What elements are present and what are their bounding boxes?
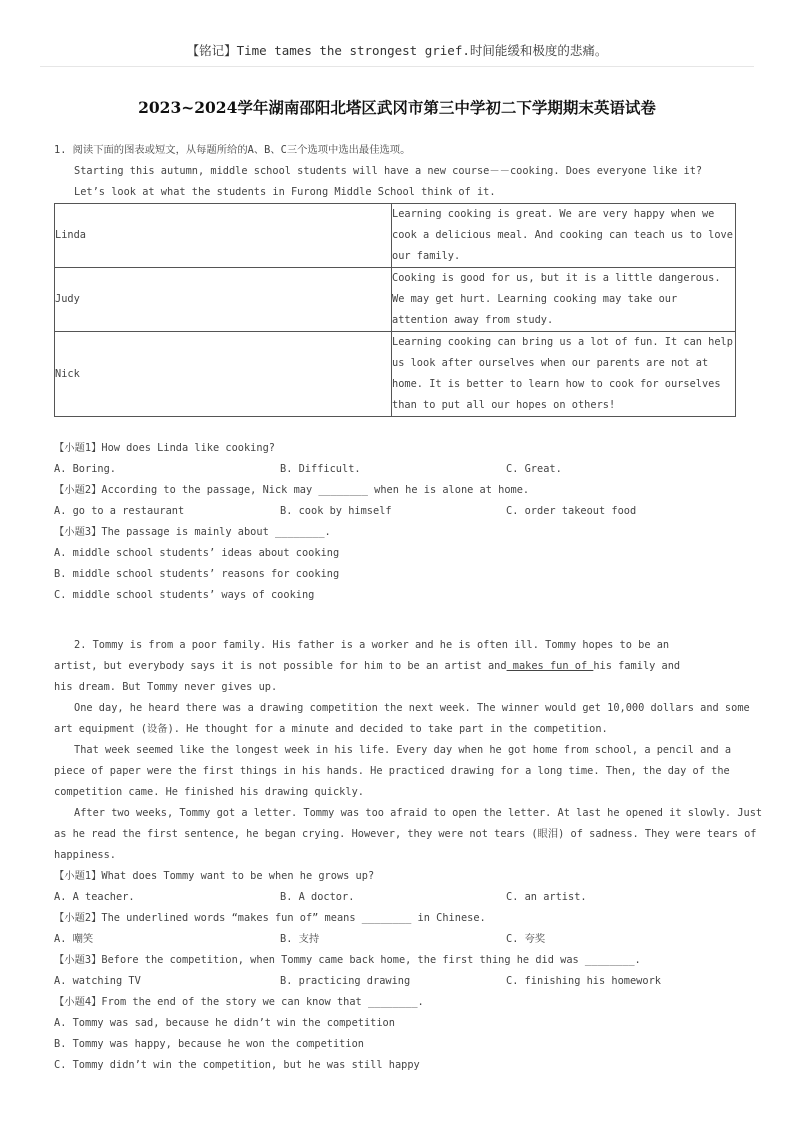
q1-intro-2: Let’s look at what the students in Furong Middle School think of it. [74,186,496,198]
option-c[interactable]: C. 夸奖 [506,933,546,945]
q1-sub2-options [54,501,740,522]
q1-sub2-question: 【小题2】According to the passage, Nick may ________ when he is alone at home. [54,484,530,496]
table-cell-name: Nick [55,332,392,417]
q2-paragraph-1-line-3: his dream. But Tommy never gives up. [54,681,278,693]
document-body [54,140,763,1076]
option-c[interactable]: C. Tommy didn’t win the competition, but he was still happy [54,1059,420,1071]
q2-sub2-question: 【小题2】The underlined words “makes fun of” means ________ in Chinese. [54,912,486,924]
table-row [55,332,736,417]
header-divider [40,66,754,67]
option-b[interactable]: B. cook by himself [280,505,392,517]
option-a[interactable]: A. go to a restaurant [54,505,185,517]
option-a[interactable]: A. Tommy was sad, because he didn’t win the competition [54,1017,395,1029]
q1-intro-1: Starting this autumn, middle school students will have a new course－－cooking. Does everyone like it? [74,165,703,177]
q2-paragraph-2-line-1: One day, he heard there was a drawing competition the next week. The winner would get 10,000 dollars and some [74,702,750,714]
option-a[interactable]: A. A teacher. [54,891,135,903]
q2-paragraph-4-line-3: happiness. [54,849,116,861]
option-c[interactable]: C. an artist. [506,891,587,903]
q2-paragraph-4-line-2: as he read the first sentence, he began crying. However, they were not tears (眼泪) of sadness. They were tears of [54,828,757,840]
option-b[interactable]: B. Difficult. [280,463,361,475]
underlined-phrase: makes fun of [506,660,594,672]
q2-text: artist, but everybody says it is not possible for him to be an artist and [54,660,507,672]
q1-sub3-question: 【小题3】The passage is mainly about ________. [54,526,331,538]
q2-paragraph-3-line-1: That week seemed like the longest week in his life. Every day when he got home from school, a pencil and a [74,744,732,756]
option-c[interactable]: C. Great. [506,463,562,475]
q1-sub1-question: 【小题1】How does Linda like cooking? [54,442,275,454]
q2-sub4-question: 【小题4】From the end of the story we can know that ________. [54,996,424,1008]
option-b[interactable]: B. Tommy was happy, because he won the competition [54,1038,364,1050]
document-title: 2023~2024学年湖南邵阳北塔区武冈市第三中学初二下学期期末英语试卷 [138,98,656,117]
q2-text: his family and [593,660,681,672]
table-cell-opinion: Cooking is good for us, but it is a little dangerous. We may get hurt. Learning cooking may take our attention away from study. [392,268,736,332]
q2-sub1-options [54,887,740,908]
option-b[interactable]: B. A doctor. [280,891,355,903]
option-b[interactable]: B. 支持 [280,933,320,945]
q2-sub2-options [54,929,740,950]
q1-instruction: 1. 阅读下面的图表或短文，从每题所给的A、B、C三个选项中选出最佳选项。 [54,144,411,156]
q1-sub1-options [54,459,740,480]
table-cell-name: Judy [55,268,392,332]
table-cell-name: Linda [55,204,392,268]
option-c[interactable]: C. middle school students’ ways of cooking [54,589,315,601]
option-c[interactable]: C. finishing his homework [506,975,661,987]
option-a[interactable]: A. Boring. [54,463,116,475]
q2-paragraph-1-line-1: 2. Tommy is from a poor family. His father is a worker and he is often ill. Tommy hopes to be an [74,639,670,651]
table-cell-opinion: Learning cooking is great. We are very happy when we cook a delicious meal. And cooking can teach us to love our family. [392,204,736,268]
q2-paragraph-3-line-3: competition came. He finished his drawing quickly. [54,786,364,798]
q2-sub3-question: 【小题3】Before the competition, when Tommy came back home, the first thing he did was ________. [54,954,641,966]
header-motto: 【铭记】Time tames the strongest grief.时间能缓和极度的悲痛。 [186,43,608,58]
table-row [55,204,736,268]
option-a[interactable]: A. 嘲笑 [54,933,94,945]
opinions-table [54,203,736,417]
table-row [55,268,736,332]
q2-paragraph-3-line-2: piece of paper were the first things in his hands. He practiced drawing for a long time. Then, the day of the [54,765,730,777]
q2-paragraph-2-line-2: art equipment (设备). He thought for a minute and decided to take part in the competition. [54,723,608,735]
table-cell-opinion: Learning cooking can bring us a lot of fun. It can help us look after ourselves when our parents are not at home. It is better to learn how to cook for ourselves than to put all our hopes on others! [392,332,736,417]
option-b[interactable]: B. middle school students’ reasons for cooking [54,568,340,580]
q2-sub3-options [54,971,740,992]
q2-sub1-question: 【小题1】What does Tommy want to be when he grows up? [54,870,375,882]
option-a[interactable]: A. watching TV [54,975,141,987]
option-b[interactable]: B. practicing drawing [280,975,411,987]
q2-paragraph-4-line-1: After two weeks, Tommy got a letter. Tommy was too afraid to open the letter. At last he opened it slowly. Just [74,807,763,819]
option-c[interactable]: C. order takeout food [506,505,637,517]
q2-paragraph-1-line-2 [54,656,740,677]
option-a[interactable]: A. middle school students’ ideas about cooking [54,547,340,559]
